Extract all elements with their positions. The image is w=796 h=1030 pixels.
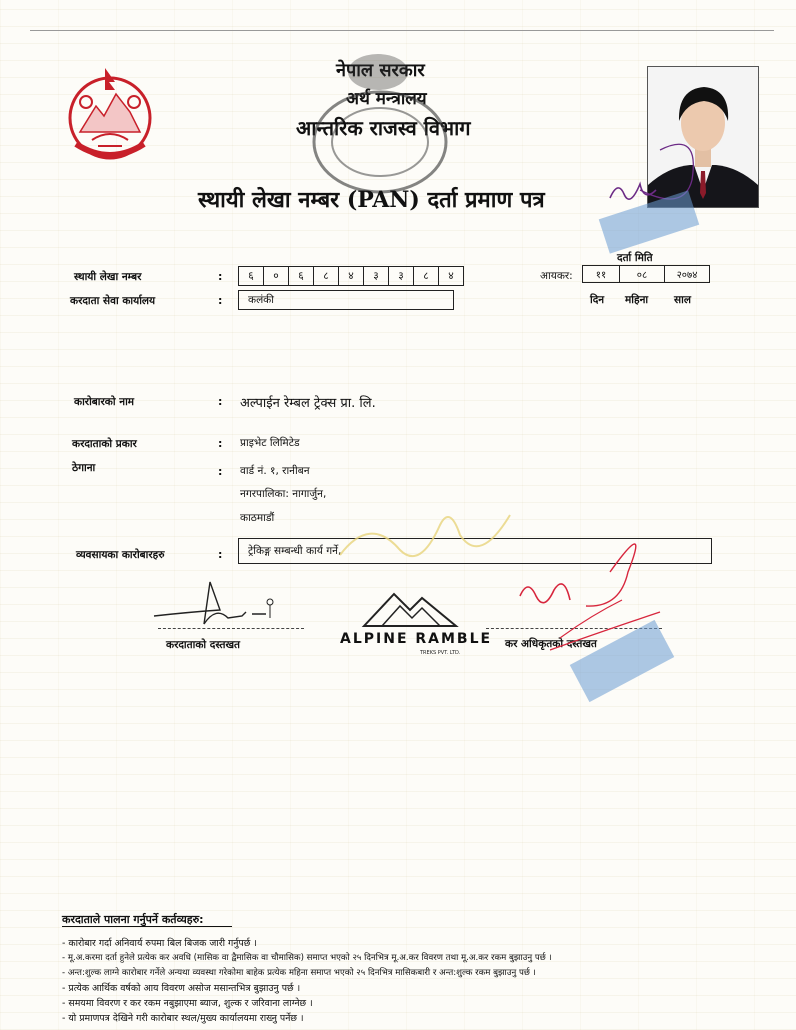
duty-item: - अन्त:शुल्क लाग्ने कारोबार गर्नेले अन्यथा व्यवस्था गरेकोमा बाहेक प्रत्येक महिना समाप्त भएको २५ दिनभित्र मासिकबारी र अन्त:शुल्क रकम बुझाउनु पर्छ । [62, 968, 536, 978]
address-colon: : [218, 465, 223, 478]
taxpayer-signature-label: करदाताको दस्तखत [166, 639, 241, 651]
office-label: करदाता सेवा कार्यालय [70, 295, 156, 307]
day-label: दिन [590, 294, 605, 306]
registration-date-boxes [582, 265, 710, 283]
pan-label: स्थायी लेखा नम्बर [74, 271, 142, 283]
taxpayer-signature-icon [150, 576, 300, 630]
pan-digit-boxes [238, 266, 464, 286]
duty-item: - प्रत्येक आर्थिक वर्षको आय विवरण असोज मसान्तभित्र बुझाउनु पर्छ । [62, 983, 301, 994]
address-line2: नगरपालिका: नागार्जुन, [240, 488, 327, 500]
taxpayer-type-colon: : [218, 437, 223, 450]
duty-item: - कारोबार गर्दा अनिवार्य रुपमा बिल बिजक जारी गर्नुपर्छ । [62, 938, 257, 949]
taxpayer-type-label: करदाताको प्रकार [72, 438, 137, 450]
taxpayer-type-value: प्राइभेट लिमिटेड [240, 437, 300, 449]
pan-digit: ४ [439, 266, 464, 286]
tax-type-label: आयकर: [540, 270, 573, 282]
date-year: २०७४ [665, 265, 710, 283]
company-logo-icon [360, 588, 460, 628]
date-day: ११ [582, 265, 620, 283]
certificate-title: स्थायी लेखा नम्बर (PAN) दर्ता प्रमाण पत्र [198, 187, 545, 213]
pan-digit: ४ [339, 266, 364, 286]
duty-item: - समयमा विवरण र कर रकम नबुझाएमा ब्याज, शुल्क र जरिवाना लाग्नेछ । [62, 998, 313, 1009]
pan-digit: ३ [364, 266, 389, 286]
business-activity-colon: : [218, 548, 223, 561]
month-label: महिना [625, 294, 649, 306]
pan-digit: ० [264, 266, 289, 286]
pan-digit: ८ [314, 266, 339, 286]
business-activity-value: ट्रेकिङ्ग सम्बन्धी कार्य गर्ने, [248, 545, 342, 557]
pan-digit: ६ [289, 266, 314, 286]
pan-digit: ६ [238, 266, 264, 286]
company-stamp-subname: TREKS PVT. LTD. [420, 650, 461, 656]
officer-signature-label: कर अधिकृतको दस्तखत [505, 638, 597, 650]
address-line1: वार्ड नं. १, रानीबन [240, 465, 310, 477]
pan-colon: : [218, 270, 223, 283]
date-month: ०८ [620, 265, 665, 283]
pan-digit: ३ [389, 266, 414, 286]
business-name-colon: : [218, 395, 223, 408]
business-name-label: कारोबारको नाम [74, 396, 135, 408]
nepal-emblem-icon [58, 62, 162, 166]
business-activity-label: व्यवसायका कारोबारहरु [76, 549, 165, 561]
company-stamp-name: ALPINE RAMBLE [340, 631, 493, 647]
duties-heading-underline [62, 926, 232, 927]
taxpayer-signature-line [158, 628, 304, 629]
duties-heading: करदाताले पालना गर्नुपर्ने कर्तव्यहरु: [62, 913, 204, 926]
duty-item: - यो प्रमाणपत्र देखिने गरी कारोबार स्थल/मुख्य कार्यालयमा राख्नु पर्नेछ । [62, 1013, 304, 1024]
address-line3: काठमाडौं [240, 512, 275, 524]
pan-digit: ८ [414, 266, 439, 286]
address-label: ठेगाना [72, 462, 96, 474]
business-name-value: अल्पाईन रेम्बल ट्रेक्स प्रा. लि. [240, 396, 376, 411]
registration-date-label: दर्ता मिति [617, 252, 653, 264]
faint-signature-icon [330, 495, 520, 575]
office-colon: : [218, 294, 223, 307]
ministry-name: अर्थ मन्त्रालय [346, 89, 427, 109]
office-value: कलंकी [248, 294, 274, 306]
department-name: आन्तरिक राजस्व विभाग [296, 116, 471, 140]
duty-item: - मू.अ.करमा दर्ता हुनेले प्रत्येक कर अवधि (मासिक वा द्वैमासिक वा चौमासिक) समाप्त भएको २५ दिनभित्र मू.अ.कर विवरण तथा मू.अ.कर रकम बुझाउनु पर्छ । [62, 953, 552, 963]
government-name: नेपाल सरकार [336, 60, 425, 81]
office-seal-icon [300, 50, 460, 200]
top-border-line [30, 30, 774, 31]
year-label: साल [674, 294, 691, 306]
